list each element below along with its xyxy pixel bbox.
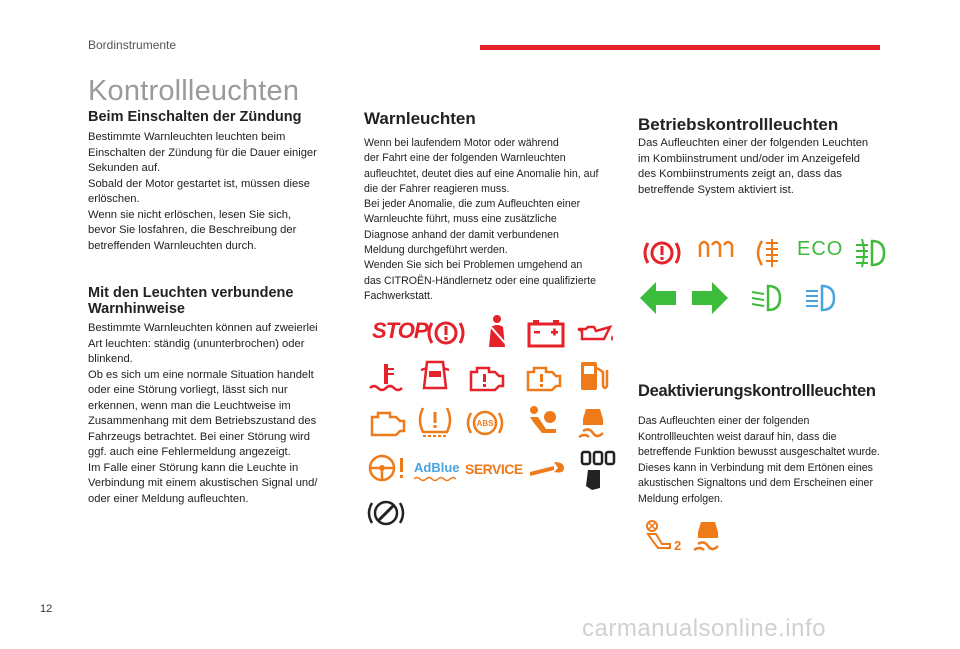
header-red-bar [480, 45, 880, 50]
heading-warnings: Mit den Leuchten verbundene Warnhinweise [88, 285, 294, 317]
airbag-warning-icon [520, 403, 564, 439]
battery-warning-icon [524, 316, 568, 352]
engine-fault-orange-icon [364, 405, 408, 441]
paragraph-deaktivierungskontrollleuchten: Das Aufleuchten einer der folgenden Kontrollleuchten weist darauf hin, dass die betreffende Funktion bewusst ausgeschaltet wurde. Dieses kann in Verbindung mit dem Ertönen eines akustischen Signaltons und dem Erscheinen einer Meldung erfolgen. [638, 415, 880, 505]
page-number: 12 [40, 603, 53, 615]
heading-betriebskontrollleuchten: Betriebskontrollleuchten [638, 115, 839, 134]
brake-green-icon [640, 235, 684, 271]
stop-warning-icon: STOP [372, 318, 428, 343]
section-header: Bordinstrumente [88, 38, 177, 52]
esp-warning-icon [571, 403, 615, 439]
esp-off-icon [686, 516, 730, 552]
wrench-icon [524, 450, 568, 486]
watermark: carmanualsonline.info [582, 615, 826, 642]
turn-right-icon [690, 278, 730, 318]
rear-fog-icon [748, 235, 792, 271]
tyre-pressure-icon [413, 402, 457, 438]
dipped-beam-icon [744, 280, 788, 316]
paragraph-warnings: Bestimmte Warnleuchten können auf zweierlei Art leuchten: ständig (ununterbrochen) oder blinkend. Ob es sich um eine normale Situation handelt oder eine Störung vorliegt, lässt sich nur erkennen, wenn man die Leuchtweise im Zusammenhang mit dem Betriebszustand des Fahrzeugs betrachtet. Bei einer Störung wird ggf. auch eine Fehlermeldung angezeigt. Im Falle einer Störung kann die Leuchte in Verbindung mit einem akustischen Signal und/ oder einer Meldung aufleuchten. [88, 322, 318, 505]
heading-warnleuchten: Warnleuchten [364, 109, 476, 128]
abs-text: ABS [476, 419, 494, 428]
brake-pedal-icon [578, 448, 618, 492]
door-open-icon [413, 358, 457, 394]
parking-brake-warning-icon [364, 495, 408, 531]
oil-pressure-warning-icon [574, 315, 618, 351]
paragraph-betriebskontrollleuchten: Das Aufleuchten einer der folgenden Leuchten im Kombiinstrument und/oder im Anzeigefeld des Kombiinstruments zeigt an, dass das betreffende System aktiviert ist. [638, 137, 869, 196]
page-title: Kontrollleuchten [88, 75, 300, 107]
adblue-icon: AdBlue [414, 460, 460, 475]
heading-ignition: Beim Einschalten der Zündung [88, 109, 302, 125]
paragraph-ignition: Bestimmte Warnleuchten leuchten beim Einschalten der Zündung für die Dauer einiger Sekunden auf. Sobald der Motor gestartet ist, müssen diese erlöschen. Wenn sie nicht erlöschen, lesen Sie sich, bevor Sie losfahren, die Beschreibung der betreffenden Warnleuchten durch. [88, 131, 317, 252]
turn-left-icon [638, 278, 678, 318]
abs-warning-icon [463, 405, 507, 441]
airbag-off-number: 2 [674, 538, 682, 553]
steering-warning-icon [364, 450, 408, 486]
service-icon: SERVICE [465, 461, 523, 477]
adblue-waves [414, 476, 456, 482]
engine-warning-icon [520, 360, 564, 396]
paragraph-warnleuchten: Wenn bei laufendem Motor oder während der Fahrt eine der folgenden Warnleuchten aufleuchtet, deutet dies auf eine Anomalie hin, auf die der Fahrer reagieren muss. Bei jeder Anomalie, die zum Aufleuchten einer Warnleuchte führt, muss eine zusätzliche Diagnose anhand der damit verbundenen Meldung durchgeführt werden. Wenden Sie sich bei Problemen umgehend an das CITROËN-Händlernetz oder eine qualifizierte Fachwerkstatt. [364, 137, 599, 302]
preheating-icon [694, 235, 738, 271]
brake-warning-icon [424, 315, 468, 351]
airbag-off-icon [640, 518, 684, 554]
eco-icon: ECO [797, 238, 844, 260]
coolant-temperature-icon [364, 360, 408, 396]
front-fog-icon [850, 235, 894, 271]
main-beam-icon [798, 280, 842, 316]
fuel-low-icon [571, 358, 615, 394]
seatbelt-warning-icon [475, 313, 519, 349]
heading-deaktivierungskontrollleuchten: Deaktivierungskontrollleuchten [638, 382, 876, 400]
engine-fault-icon [463, 360, 507, 396]
